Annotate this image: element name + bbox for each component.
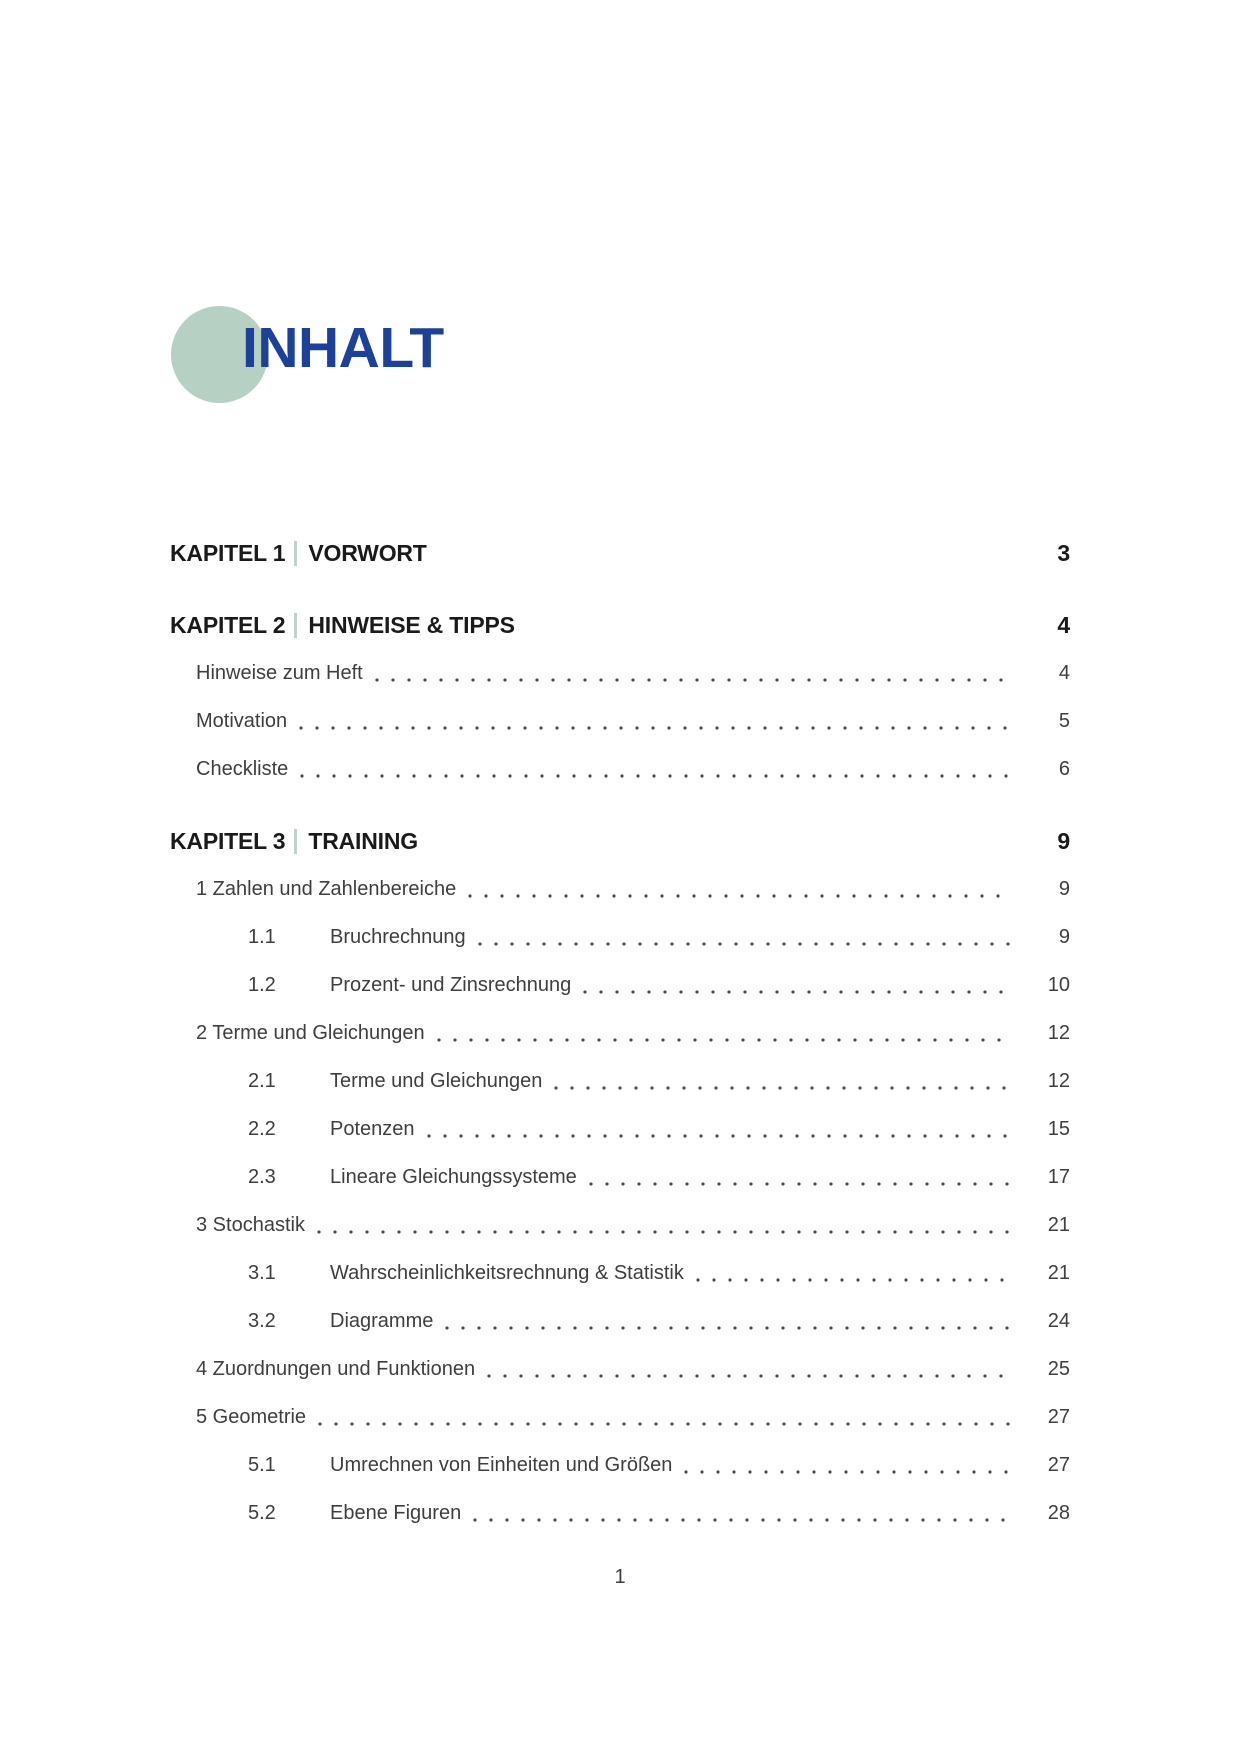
chapter-separator-bar xyxy=(294,613,297,638)
toc-entry xyxy=(170,1393,1070,1441)
entry-number: 5.1 xyxy=(248,1453,276,1476)
dot-leader xyxy=(587,1153,1012,1201)
entry-title: Umrechnen von Einheiten und Größen xyxy=(330,1453,673,1476)
entry-title: Terme und Gleichungen xyxy=(330,1069,543,1092)
entry-number: 2.1 xyxy=(248,1069,276,1092)
dot-leader xyxy=(315,1201,1012,1249)
toc-chapter-heading xyxy=(170,601,1070,649)
entry-title: Bruchrechnung xyxy=(330,925,466,948)
entry-page-number: 17 xyxy=(1047,1165,1070,1188)
toc-entry xyxy=(170,1153,1070,1201)
toc-entry xyxy=(170,1441,1070,1489)
entry-title: Potenzen xyxy=(330,1117,415,1140)
entry-title: Diagramme xyxy=(330,1309,434,1332)
entry-title: 4 Zuordnungen und Funktionen xyxy=(196,1357,476,1380)
toc-chapter-heading xyxy=(170,817,1070,865)
entry-page-number: 4 xyxy=(1058,661,1070,684)
entry-title: Lineare Gleichungssysteme xyxy=(330,1165,577,1188)
toc-entry xyxy=(170,865,1070,913)
dot-leader xyxy=(373,649,1012,697)
table-of-contents xyxy=(170,529,1070,1537)
dot-leader xyxy=(694,1249,1012,1297)
dot-leader xyxy=(297,697,1012,745)
entry-number: 2.3 xyxy=(248,1165,276,1188)
dot-leader xyxy=(471,1489,1012,1537)
toc-entry xyxy=(170,1489,1070,1537)
chapter-title: HINWEISE & TIPPS xyxy=(308,611,515,638)
entry-page-number: 9 xyxy=(1058,925,1070,948)
entry-page-number: 10 xyxy=(1047,973,1070,996)
toc-entry xyxy=(170,1009,1070,1057)
entry-page-number: 12 xyxy=(1047,1021,1070,1044)
entry-title: Ebene Figuren xyxy=(330,1501,462,1524)
entry-page-number: 9 xyxy=(1058,877,1070,900)
entry-page-number: 6 xyxy=(1058,757,1070,780)
toc-entry xyxy=(170,697,1070,745)
toc-entry xyxy=(170,649,1070,697)
entry-page-number: 12 xyxy=(1047,1069,1070,1092)
toc-entry xyxy=(170,1249,1070,1297)
dot-leader xyxy=(682,1441,1012,1489)
entry-number: 1.2 xyxy=(248,973,276,996)
page-title: INHALT xyxy=(242,316,444,380)
toc-entry xyxy=(170,1105,1070,1153)
toc-entry xyxy=(170,1345,1070,1393)
dot-leader xyxy=(443,1297,1012,1345)
dot-leader xyxy=(552,1057,1012,1105)
chapter-label: KAPITEL 3 xyxy=(170,827,286,854)
toc-entry xyxy=(170,1057,1070,1105)
page-footer-number: 1 xyxy=(614,1566,626,1588)
chapter-title: VORWORT xyxy=(308,539,427,566)
toc-entry xyxy=(170,745,1070,793)
entry-number: 3.2 xyxy=(248,1309,276,1332)
dot-leader xyxy=(425,1105,1012,1153)
entry-number: 5.2 xyxy=(248,1501,276,1524)
chapter-page-number: 3 xyxy=(1057,539,1070,566)
entry-title: Checkliste xyxy=(196,757,289,780)
dot-leader xyxy=(485,1345,1012,1393)
toc-entry xyxy=(170,1297,1070,1345)
entry-title: 5 Geometrie xyxy=(196,1405,307,1428)
dot-leader xyxy=(316,1393,1012,1441)
entry-page-number: 27 xyxy=(1047,1405,1070,1428)
toc-chapter-heading xyxy=(170,529,1070,577)
toc-entry xyxy=(170,1201,1070,1249)
entry-page-number: 24 xyxy=(1047,1309,1070,1332)
entry-page-number: 21 xyxy=(1047,1261,1070,1284)
entry-page-number: 25 xyxy=(1047,1357,1070,1380)
entry-title: Prozent- und Zinsrechnung xyxy=(330,973,572,996)
entry-number: 3.1 xyxy=(248,1261,276,1284)
chapter-label: KAPITEL 1 xyxy=(170,539,286,566)
dot-leader xyxy=(298,745,1012,793)
entry-number: 1.1 xyxy=(248,925,276,948)
entry-title: Hinweise zum Heft xyxy=(196,661,363,684)
dot-leader xyxy=(476,913,1012,961)
entry-title: Wahrscheinlichkeitsrechnung & Statistik xyxy=(330,1261,684,1284)
entry-title: 2 Terme und Gleichungen xyxy=(196,1021,425,1044)
entry-title: 3 Stochastik xyxy=(196,1213,305,1236)
entry-page-number: 21 xyxy=(1047,1213,1070,1236)
chapter-page-number: 4 xyxy=(1057,611,1070,638)
toc-entry xyxy=(170,913,1070,961)
entry-number: 2.2 xyxy=(248,1117,276,1140)
entry-page-number: 27 xyxy=(1047,1453,1070,1476)
chapter-separator-bar xyxy=(294,829,297,854)
entry-page-number: 28 xyxy=(1047,1501,1070,1524)
dot-leader xyxy=(466,865,1012,913)
dot-leader xyxy=(435,1009,1012,1057)
entry-page-number: 15 xyxy=(1047,1117,1070,1140)
chapter-separator-bar xyxy=(294,541,297,566)
toc-entry xyxy=(170,961,1070,1009)
chapter-title: TRAINING xyxy=(308,827,418,854)
entry-title: 1 Zahlen und Zahlenbereiche xyxy=(196,877,457,900)
chapter-page-number: 9 xyxy=(1057,827,1070,854)
chapter-label: KAPITEL 2 xyxy=(170,611,286,638)
entry-page-number: 5 xyxy=(1058,709,1070,732)
dot-leader xyxy=(581,961,1012,1009)
entry-title: Motivation xyxy=(196,709,288,732)
